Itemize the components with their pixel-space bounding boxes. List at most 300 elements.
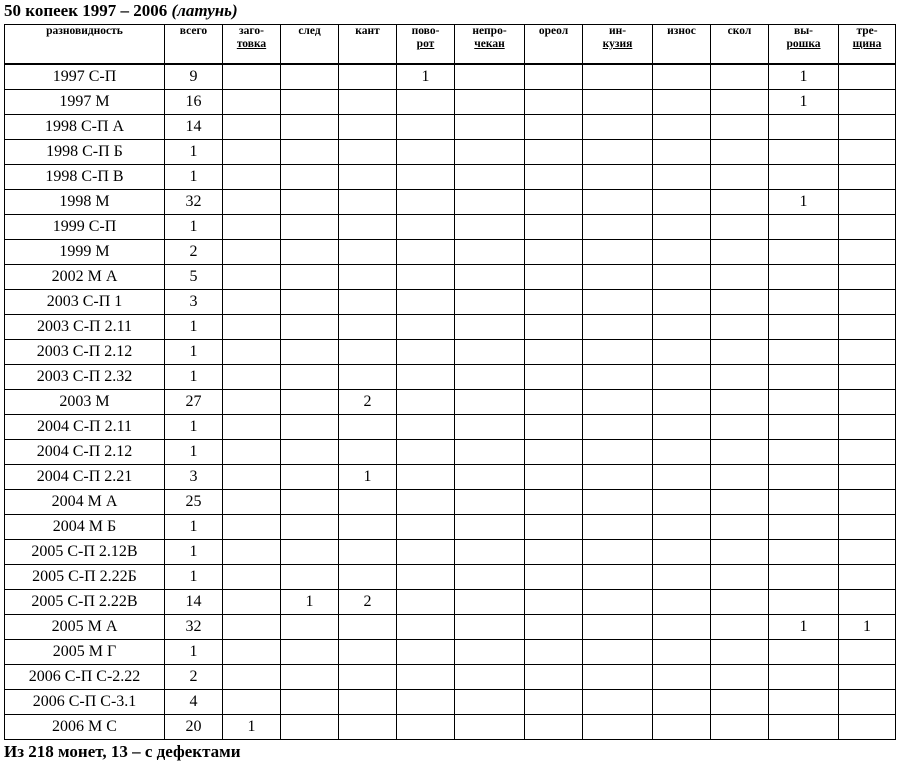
- column-header-variety: [5, 25, 165, 65]
- variety-cell: 2006 С-П С-2.22: [5, 665, 165, 690]
- variety-cell: 2004 С-П 2.12: [5, 440, 165, 465]
- table-row: [5, 665, 896, 690]
- column-header-line: рот: [416, 38, 435, 50]
- count-cell-kant: [339, 315, 397, 340]
- count-cell-kant: [339, 665, 397, 690]
- count-cell-zagotovka: [223, 265, 281, 290]
- count-cell-kant: [339, 215, 397, 240]
- count-cell-oreol: [525, 315, 583, 340]
- count-cell-sled: [281, 190, 339, 215]
- variety-cell: 1997 С-П: [5, 64, 165, 90]
- count-cell-treshchina: [839, 515, 896, 540]
- count-cell-skol: [711, 590, 769, 615]
- count-cell-iznos: [653, 415, 711, 440]
- count-cell-iznos: [653, 540, 711, 565]
- count-cell-sled: [281, 690, 339, 715]
- count-cell-skol: [711, 190, 769, 215]
- count-cell-kant: [339, 565, 397, 590]
- count-cell-zagotovka: [223, 440, 281, 465]
- count-cell-treshchina: [839, 315, 896, 340]
- count-cell-povorot: [397, 565, 455, 590]
- count-cell-treshchina: [839, 290, 896, 315]
- count-cell-iznos: [653, 265, 711, 290]
- count-cell-oreol: [525, 390, 583, 415]
- count-cell-vyroshka: [769, 265, 839, 290]
- variety-cell: 2005 М А: [5, 615, 165, 640]
- count-cell-skol: [711, 465, 769, 490]
- column-header-line: износ: [667, 25, 696, 37]
- count-cell-povorot: [397, 590, 455, 615]
- count-cell-neprochekan: [455, 190, 525, 215]
- count-cell-neprochekan: [455, 565, 525, 590]
- column-header-line: рошка: [786, 38, 821, 50]
- count-cell-oreol: [525, 540, 583, 565]
- count-cell-iznos: [653, 440, 711, 465]
- count-cell-treshchina: [839, 265, 896, 290]
- count-cell-treshchina: [839, 440, 896, 465]
- count-cell-vyroshka: [769, 365, 839, 390]
- count-cell-total: 1: [165, 340, 223, 365]
- count-cell-neprochekan: [455, 90, 525, 115]
- count-cell-iznos: [653, 515, 711, 540]
- count-cell-sled: [281, 415, 339, 440]
- count-cell-vyroshka: [769, 640, 839, 665]
- count-cell-povorot: 1: [397, 64, 455, 90]
- column-header-line: всего: [179, 25, 208, 37]
- count-cell-iznos: [653, 240, 711, 265]
- count-cell-iznos: [653, 190, 711, 215]
- count-cell-povorot: [397, 215, 455, 240]
- count-cell-neprochekan: [455, 64, 525, 90]
- count-cell-oreol: [525, 690, 583, 715]
- count-cell-neprochekan: [455, 590, 525, 615]
- count-cell-skol: [711, 115, 769, 140]
- count-cell-zagotovka: [223, 315, 281, 340]
- count-cell-total: 27: [165, 390, 223, 415]
- count-cell-treshchina: [839, 640, 896, 665]
- count-cell-vyroshka: [769, 140, 839, 165]
- count-cell-vyroshka: [769, 465, 839, 490]
- column-header-line: товка: [236, 38, 267, 50]
- table-row: [5, 615, 896, 640]
- column-header-line: кант: [355, 25, 380, 37]
- table-header-row: [5, 25, 896, 65]
- count-cell-inkuziya: [583, 140, 653, 165]
- count-cell-treshchina: [839, 64, 896, 90]
- count-cell-zagotovka: [223, 90, 281, 115]
- count-cell-kant: [339, 240, 397, 265]
- count-cell-povorot: [397, 715, 455, 740]
- count-cell-treshchina: [839, 165, 896, 190]
- count-cell-vyroshka: [769, 590, 839, 615]
- count-cell-oreol: [525, 715, 583, 740]
- count-cell-povorot: [397, 340, 455, 365]
- count-cell-oreol: [525, 465, 583, 490]
- count-cell-oreol: [525, 290, 583, 315]
- variety-cell: 2003 С-П 2.11: [5, 315, 165, 340]
- count-cell-treshchina: [839, 590, 896, 615]
- count-cell-treshchina: [839, 115, 896, 140]
- count-cell-kant: [339, 90, 397, 115]
- count-cell-povorot: [397, 540, 455, 565]
- column-header-line: заго-: [239, 25, 264, 37]
- count-cell-inkuziya: [583, 115, 653, 140]
- count-cell-sled: [281, 215, 339, 240]
- count-cell-zagotovka: [223, 390, 281, 415]
- column-header-oreol: [525, 25, 583, 65]
- column-header-line: ореол: [538, 25, 569, 37]
- count-cell-zagotovka: [223, 665, 281, 690]
- count-cell-neprochekan: [455, 240, 525, 265]
- count-cell-sled: [281, 240, 339, 265]
- count-cell-neprochekan: [455, 390, 525, 415]
- count-cell-zagotovka: [223, 165, 281, 190]
- column-header-skol: [711, 25, 769, 65]
- count-cell-inkuziya: [583, 64, 653, 90]
- count-cell-kant: [339, 715, 397, 740]
- count-cell-inkuziya: [583, 690, 653, 715]
- count-cell-vyroshka: [769, 440, 839, 465]
- count-cell-total: 3: [165, 290, 223, 315]
- table-row: [5, 565, 896, 590]
- count-cell-inkuziya: [583, 540, 653, 565]
- count-cell-inkuziya: [583, 665, 653, 690]
- count-cell-iznos: [653, 140, 711, 165]
- count-cell-oreol: [525, 440, 583, 465]
- count-cell-kant: [339, 265, 397, 290]
- count-cell-skol: [711, 690, 769, 715]
- count-cell-total: 14: [165, 115, 223, 140]
- column-header-line: щина: [852, 38, 882, 50]
- count-cell-treshchina: [839, 690, 896, 715]
- count-cell-inkuziya: [583, 165, 653, 190]
- count-cell-zagotovka: [223, 215, 281, 240]
- page-title: [4, 1, 238, 21]
- count-cell-total: 32: [165, 190, 223, 215]
- variety-cell: 2006 М С: [5, 715, 165, 740]
- count-cell-kant: 2: [339, 390, 397, 415]
- count-cell-sled: [281, 115, 339, 140]
- count-cell-povorot: [397, 490, 455, 515]
- count-cell-kant: [339, 490, 397, 515]
- count-cell-inkuziya: [583, 90, 653, 115]
- count-cell-skol: [711, 640, 769, 665]
- count-cell-kant: [339, 165, 397, 190]
- count-cell-oreol: [525, 615, 583, 640]
- table-row: [5, 290, 896, 315]
- count-cell-vyroshka: [769, 115, 839, 140]
- count-cell-povorot: [397, 265, 455, 290]
- count-cell-inkuziya: [583, 365, 653, 390]
- count-cell-zagotovka: [223, 64, 281, 90]
- count-cell-treshchina: [839, 415, 896, 440]
- variety-cell: 2002 М А: [5, 265, 165, 290]
- column-header-total: [165, 25, 223, 65]
- count-cell-total: 3: [165, 465, 223, 490]
- count-cell-skol: [711, 715, 769, 740]
- count-cell-oreol: [525, 190, 583, 215]
- count-cell-neprochekan: [455, 715, 525, 740]
- count-cell-neprochekan: [455, 165, 525, 190]
- count-cell-oreol: [525, 340, 583, 365]
- count-cell-povorot: [397, 690, 455, 715]
- count-cell-total: 25: [165, 490, 223, 515]
- defects-table: [4, 24, 896, 740]
- count-cell-inkuziya: [583, 315, 653, 340]
- column-header-neprochekan: [455, 25, 525, 65]
- count-cell-total: 4: [165, 690, 223, 715]
- count-cell-iznos: [653, 165, 711, 190]
- variety-cell: 2003 С-П 2.12: [5, 340, 165, 365]
- count-cell-vyroshka: [769, 390, 839, 415]
- count-cell-vyroshka: 1: [769, 90, 839, 115]
- column-header-line: кузия: [602, 38, 633, 50]
- count-cell-iznos: [653, 690, 711, 715]
- count-cell-inkuziya: [583, 215, 653, 240]
- count-cell-skol: [711, 665, 769, 690]
- count-cell-iznos: [653, 64, 711, 90]
- count-cell-iznos: [653, 315, 711, 340]
- table-row: [5, 90, 896, 115]
- column-header-line: пово-: [411, 25, 440, 37]
- count-cell-inkuziya: [583, 565, 653, 590]
- count-cell-inkuziya: [583, 190, 653, 215]
- count-cell-kant: [339, 115, 397, 140]
- count-cell-zagotovka: [223, 640, 281, 665]
- count-cell-povorot: [397, 465, 455, 490]
- count-cell-vyroshka: [769, 240, 839, 265]
- variety-cell: 2004 М Б: [5, 515, 165, 540]
- count-cell-povorot: [397, 640, 455, 665]
- count-cell-zagotovka: [223, 565, 281, 590]
- count-cell-vyroshka: [769, 290, 839, 315]
- count-cell-povorot: [397, 290, 455, 315]
- table-row: [5, 715, 896, 740]
- count-cell-skol: [711, 565, 769, 590]
- count-cell-povorot: [397, 115, 455, 140]
- table-row: [5, 390, 896, 415]
- count-cell-oreol: [525, 265, 583, 290]
- count-cell-sled: [281, 140, 339, 165]
- count-cell-skol: [711, 315, 769, 340]
- variety-cell: 1999 С-П: [5, 215, 165, 240]
- count-cell-zagotovka: [223, 365, 281, 390]
- count-cell-kant: 1: [339, 465, 397, 490]
- table-row: [5, 315, 896, 340]
- count-cell-treshchina: [839, 140, 896, 165]
- count-cell-oreol: [525, 515, 583, 540]
- variety-cell: 1998 С-П Б: [5, 140, 165, 165]
- count-cell-skol: [711, 440, 769, 465]
- variety-cell: 2005 С-П 2.22Б: [5, 565, 165, 590]
- count-cell-sled: [281, 490, 339, 515]
- count-cell-sled: [281, 90, 339, 115]
- count-cell-oreol: [525, 490, 583, 515]
- count-cell-zagotovka: [223, 515, 281, 540]
- table-row: [5, 165, 896, 190]
- count-cell-neprochekan: [455, 440, 525, 465]
- count-cell-zagotovka: [223, 415, 281, 440]
- count-cell-skol: [711, 540, 769, 565]
- count-cell-povorot: [397, 90, 455, 115]
- count-cell-neprochekan: [455, 665, 525, 690]
- variety-cell: 2005 М Г: [5, 640, 165, 665]
- variety-cell: 2005 С-П 2.22В: [5, 590, 165, 615]
- count-cell-oreol: [525, 590, 583, 615]
- count-cell-iznos: [653, 615, 711, 640]
- count-cell-skol: [711, 415, 769, 440]
- count-cell-kant: [339, 640, 397, 665]
- count-cell-skol: [711, 165, 769, 190]
- count-cell-sled: [281, 715, 339, 740]
- count-cell-vyroshka: [769, 565, 839, 590]
- column-header-line: след: [298, 25, 321, 37]
- count-cell-inkuziya: [583, 590, 653, 615]
- count-cell-inkuziya: [583, 290, 653, 315]
- count-cell-total: 1: [165, 565, 223, 590]
- column-header-line: тре-: [856, 25, 878, 37]
- count-cell-sled: [281, 290, 339, 315]
- count-cell-treshchina: [839, 340, 896, 365]
- count-cell-sled: [281, 165, 339, 190]
- count-cell-oreol: [525, 140, 583, 165]
- count-cell-inkuziya: [583, 240, 653, 265]
- variety-cell: 1998 М: [5, 190, 165, 215]
- count-cell-kant: [339, 415, 397, 440]
- count-cell-kant: [339, 440, 397, 465]
- table-row: [5, 590, 896, 615]
- count-cell-iznos: [653, 465, 711, 490]
- count-cell-sled: [281, 340, 339, 365]
- table-row: [5, 465, 896, 490]
- variety-cell: 2003 С-П 1: [5, 290, 165, 315]
- count-cell-inkuziya: [583, 465, 653, 490]
- count-cell-kant: [339, 140, 397, 165]
- count-cell-vyroshka: [769, 515, 839, 540]
- count-cell-iznos: [653, 115, 711, 140]
- count-cell-treshchina: [839, 215, 896, 240]
- table-body: [5, 64, 896, 740]
- count-cell-treshchina: [839, 365, 896, 390]
- count-cell-povorot: [397, 190, 455, 215]
- count-cell-oreol: [525, 665, 583, 690]
- count-cell-oreol: [525, 215, 583, 240]
- column-header-line: чекан: [474, 38, 505, 50]
- count-cell-vyroshka: [769, 540, 839, 565]
- table-row: [5, 140, 896, 165]
- count-cell-iznos: [653, 340, 711, 365]
- count-cell-vyroshka: [769, 665, 839, 690]
- column-header-vyroshka: [769, 25, 839, 65]
- count-cell-neprochekan: [455, 640, 525, 665]
- count-cell-zagotovka: [223, 690, 281, 715]
- count-cell-skol: [711, 615, 769, 640]
- count-cell-sled: 1: [281, 590, 339, 615]
- count-cell-neprochekan: [455, 615, 525, 640]
- count-cell-zagotovka: [223, 190, 281, 215]
- count-cell-sled: [281, 315, 339, 340]
- variety-cell: 1998 С-П А: [5, 115, 165, 140]
- count-cell-zagotovka: [223, 340, 281, 365]
- count-cell-oreol: [525, 365, 583, 390]
- table-row: [5, 240, 896, 265]
- count-cell-vyroshka: 1: [769, 190, 839, 215]
- count-cell-povorot: [397, 665, 455, 690]
- count-cell-povorot: [397, 390, 455, 415]
- count-cell-iznos: [653, 390, 711, 415]
- count-cell-skol: [711, 64, 769, 90]
- column-header-line: непро-: [472, 25, 507, 37]
- count-cell-total: 1: [165, 640, 223, 665]
- count-cell-skol: [711, 515, 769, 540]
- column-header-povorot: [397, 25, 455, 65]
- count-cell-vyroshka: [769, 490, 839, 515]
- count-cell-sled: [281, 515, 339, 540]
- count-cell-iznos: [653, 490, 711, 515]
- count-cell-vyroshka: [769, 715, 839, 740]
- count-cell-sled: [281, 64, 339, 90]
- variety-cell: 1998 С-П В: [5, 165, 165, 190]
- count-cell-oreol: [525, 240, 583, 265]
- count-cell-oreol: [525, 415, 583, 440]
- count-cell-iznos: [653, 590, 711, 615]
- count-cell-skol: [711, 265, 769, 290]
- count-cell-total: 1: [165, 315, 223, 340]
- count-cell-vyroshka: [769, 215, 839, 240]
- count-cell-kant: [339, 190, 397, 215]
- count-cell-neprochekan: [455, 115, 525, 140]
- count-cell-treshchina: [839, 540, 896, 565]
- count-cell-total: 16: [165, 90, 223, 115]
- count-cell-kant: [339, 615, 397, 640]
- count-cell-zagotovka: [223, 465, 281, 490]
- count-cell-total: 32: [165, 615, 223, 640]
- table-row: [5, 415, 896, 440]
- count-cell-kant: [339, 340, 397, 365]
- variety-cell: 2006 С-П С-3.1: [5, 690, 165, 715]
- table-row: [5, 490, 896, 515]
- count-cell-kant: [339, 515, 397, 540]
- count-cell-vyroshka: [769, 415, 839, 440]
- count-cell-oreol: [525, 90, 583, 115]
- count-cell-povorot: [397, 165, 455, 190]
- count-cell-skol: [711, 340, 769, 365]
- table-row: [5, 540, 896, 565]
- count-cell-treshchina: [839, 190, 896, 215]
- count-cell-sled: [281, 390, 339, 415]
- count-cell-neprochekan: [455, 540, 525, 565]
- count-cell-povorot: [397, 440, 455, 465]
- count-cell-total: 9: [165, 64, 223, 90]
- count-cell-vyroshka: [769, 165, 839, 190]
- count-cell-povorot: [397, 140, 455, 165]
- count-cell-neprochekan: [455, 140, 525, 165]
- count-cell-neprochekan: [455, 465, 525, 490]
- count-cell-skol: [711, 290, 769, 315]
- count-cell-skol: [711, 490, 769, 515]
- count-cell-total: 1: [165, 515, 223, 540]
- count-cell-zagotovka: [223, 115, 281, 140]
- variety-cell: 1997 М: [5, 90, 165, 115]
- count-cell-treshchina: [839, 565, 896, 590]
- count-cell-total: 1: [165, 540, 223, 565]
- count-cell-sled: [281, 540, 339, 565]
- count-cell-inkuziya: [583, 415, 653, 440]
- count-cell-inkuziya: [583, 440, 653, 465]
- count-cell-total: 14: [165, 590, 223, 615]
- count-cell-zagotovka: [223, 590, 281, 615]
- count-cell-inkuziya: [583, 515, 653, 540]
